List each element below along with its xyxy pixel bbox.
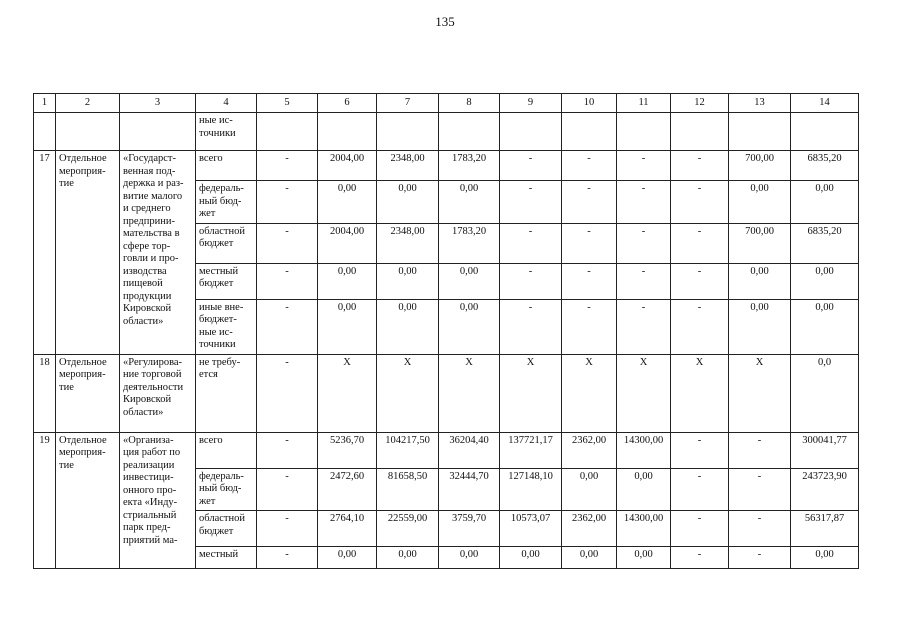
event-type-cell: Отдельное мероприя- тие [56, 354, 120, 432]
amount-cell: 0,00 [729, 263, 791, 299]
amount-cell: 0,00 [439, 263, 500, 299]
amount-cell: 2362,00 [562, 432, 617, 468]
amount-cell: - [671, 432, 729, 468]
amount-cell: 0,00 [377, 181, 439, 224]
amount-cell: 6835,20 [791, 151, 859, 181]
column-header-12: 12 [671, 94, 729, 113]
amount-cell: 0,00 [439, 181, 500, 224]
amount-cell: 0,00 [791, 547, 859, 569]
row-number-cell: 17 [34, 151, 56, 355]
funding-source-cell: иные вне- бюджет- ные ис- точники [196, 299, 257, 354]
amount-cell: 56317,87 [791, 511, 859, 547]
amount-cell: - [671, 223, 729, 263]
column-header-9: 9 [500, 94, 562, 113]
amount-cell: 1783,20 [439, 151, 500, 181]
amount-cell: - [257, 181, 318, 224]
column-header-10: 10 [562, 94, 617, 113]
amount-cell: 0,00 [377, 547, 439, 569]
amount-cell: 0,00 [791, 263, 859, 299]
amount-cell: - [671, 151, 729, 181]
table-row [34, 151, 859, 181]
amount-cell: 32444,70 [439, 468, 500, 511]
funding-source-cell: не требу- ется [196, 354, 257, 432]
amount-cell: 0,00 [377, 263, 439, 299]
column-header-3: 3 [120, 94, 196, 113]
amount-cell: - [729, 468, 791, 511]
amount-cell: 0,00 [318, 299, 377, 354]
amount-cell: 10573,07 [500, 511, 562, 547]
amount-cell: - [562, 151, 617, 181]
amount-cell [439, 113, 500, 151]
budget-table [33, 93, 859, 569]
amount-cell: - [257, 263, 318, 299]
column-header-4: 4 [196, 94, 257, 113]
amount-cell: Х [439, 354, 500, 432]
amount-cell: 2472,60 [318, 468, 377, 511]
amount-cell: Х [500, 354, 562, 432]
amount-cell: 0,0 [791, 354, 859, 432]
amount-cell: 36204,40 [439, 432, 500, 468]
amount-cell: Х [562, 354, 617, 432]
amount-cell: - [729, 547, 791, 569]
amount-cell: 0,00 [318, 263, 377, 299]
event-title-cell: «Регулирова- ние торговой деятельности Кировской области» [120, 354, 196, 432]
amount-cell [729, 113, 791, 151]
amount-cell: - [257, 511, 318, 547]
amount-cell: - [729, 511, 791, 547]
amount-cell: - [671, 181, 729, 224]
event-type-cell: Отдельное мероприя- тие [56, 432, 120, 569]
amount-cell: 2348,00 [377, 151, 439, 181]
amount-cell: 14300,00 [617, 511, 671, 547]
amount-cell: - [562, 223, 617, 263]
amount-cell: 0,00 [617, 468, 671, 511]
row-number-cell: 19 [34, 432, 56, 569]
funding-source-cell: областной бюджет [196, 511, 257, 547]
amount-cell [318, 113, 377, 151]
column-header-2: 2 [56, 94, 120, 113]
amount-cell: 300041,77 [791, 432, 859, 468]
amount-cell: 243723,90 [791, 468, 859, 511]
amount-cell: - [500, 299, 562, 354]
funding-source-cell: федераль- ный бюд- жет [196, 468, 257, 511]
header-row [34, 94, 859, 113]
funding-source-cell: всего [196, 432, 257, 468]
event-title-cell: «Организа- ция работ по реализации инвестици- онного про- екта «Инду- стриальный парк пред- приятий ма- [120, 432, 196, 569]
amount-cell: 1783,20 [439, 223, 500, 263]
amount-cell: - [562, 263, 617, 299]
funding-source-cell: федераль- ный бюд- жет [196, 181, 257, 224]
amount-cell: 0,00 [562, 468, 617, 511]
event-type-cell [56, 113, 120, 151]
amount-cell: Х [318, 354, 377, 432]
amount-cell [257, 113, 318, 151]
column-header-1: 1 [34, 94, 56, 113]
amount-cell: 700,00 [729, 223, 791, 263]
amount-cell: 14300,00 [617, 432, 671, 468]
funding-source-cell: местный [196, 547, 257, 569]
amount-cell: 2004,00 [318, 223, 377, 263]
event-title-cell: «Государст- венная под- держка и раз- витие малого и среднего предприни- мательства в сфере тор- говли и про- изводства пищевой продукции Кировской области» [120, 151, 196, 355]
amount-cell: - [257, 432, 318, 468]
amount-cell: - [257, 151, 318, 181]
amount-cell: Х [377, 354, 439, 432]
amount-cell: - [617, 263, 671, 299]
amount-cell: 0,00 [439, 547, 500, 569]
amount-cell: 0,00 [439, 299, 500, 354]
amount-cell: 0,00 [562, 547, 617, 569]
amount-cell: - [671, 511, 729, 547]
event-type-cell: Отдельное мероприя- тие [56, 151, 120, 355]
amount-cell [500, 113, 562, 151]
amount-cell: - [257, 468, 318, 511]
column-header-6: 6 [318, 94, 377, 113]
amount-cell: 0,00 [318, 547, 377, 569]
amount-cell: 2362,00 [562, 511, 617, 547]
amount-cell: - [500, 223, 562, 263]
amount-cell: 0,00 [729, 299, 791, 354]
amount-cell: - [617, 299, 671, 354]
table-row [34, 354, 859, 432]
amount-cell: - [671, 263, 729, 299]
amount-cell: 104217,50 [377, 432, 439, 468]
column-header-14: 14 [791, 94, 859, 113]
row-number-cell [34, 113, 56, 151]
column-header-5: 5 [257, 94, 318, 113]
amount-cell: - [671, 547, 729, 569]
column-header-7: 7 [377, 94, 439, 113]
column-header-13: 13 [729, 94, 791, 113]
funding-source-cell: всего [196, 151, 257, 181]
amount-cell [671, 113, 729, 151]
column-header-11: 11 [617, 94, 671, 113]
amount-cell: 0,00 [791, 299, 859, 354]
amount-cell: - [257, 547, 318, 569]
row-number-cell: 18 [34, 354, 56, 432]
page-number: 135 [435, 14, 455, 29]
amount-cell: 0,00 [318, 181, 377, 224]
amount-cell: - [562, 299, 617, 354]
amount-cell [617, 113, 671, 151]
amount-cell: - [500, 181, 562, 224]
table-row [34, 432, 859, 468]
amount-cell: - [729, 432, 791, 468]
amount-cell: 5236,70 [318, 432, 377, 468]
amount-cell: - [671, 299, 729, 354]
amount-cell: - [617, 223, 671, 263]
amount-cell: 81658,50 [377, 468, 439, 511]
amount-cell: 2348,00 [377, 223, 439, 263]
amount-cell: 137721,17 [500, 432, 562, 468]
funding-source-cell: ные ис- точники [196, 113, 257, 151]
amount-cell: - [500, 263, 562, 299]
amount-cell: Х [617, 354, 671, 432]
amount-cell: 6835,20 [791, 223, 859, 263]
amount-cell [791, 113, 859, 151]
funding-source-cell: местный бюджет [196, 263, 257, 299]
amount-cell: Х [729, 354, 791, 432]
amount-cell: - [257, 299, 318, 354]
amount-cell: 700,00 [729, 151, 791, 181]
amount-cell: - [257, 223, 318, 263]
amount-cell [377, 113, 439, 151]
amount-cell: - [257, 354, 318, 432]
amount-cell: 0,00 [617, 547, 671, 569]
amount-cell: 127148,10 [500, 468, 562, 511]
amount-cell: 2764,10 [318, 511, 377, 547]
amount-cell: 0,00 [500, 547, 562, 569]
amount-cell: 0,00 [791, 181, 859, 224]
amount-cell: Х [671, 354, 729, 432]
amount-cell: 2004,00 [318, 151, 377, 181]
column-header-8: 8 [439, 94, 500, 113]
amount-cell [562, 113, 617, 151]
amount-cell: 0,00 [377, 299, 439, 354]
amount-cell: - [562, 181, 617, 224]
amount-cell: - [617, 151, 671, 181]
amount-cell: 3759,70 [439, 511, 500, 547]
funding-source-cell: областной бюджет [196, 223, 257, 263]
amount-cell: - [500, 151, 562, 181]
amount-cell: 22559,00 [377, 511, 439, 547]
event-title-cell [120, 113, 196, 151]
amount-cell: 0,00 [729, 181, 791, 224]
amount-cell: - [617, 181, 671, 224]
amount-cell: - [671, 468, 729, 511]
table-row [34, 113, 859, 151]
